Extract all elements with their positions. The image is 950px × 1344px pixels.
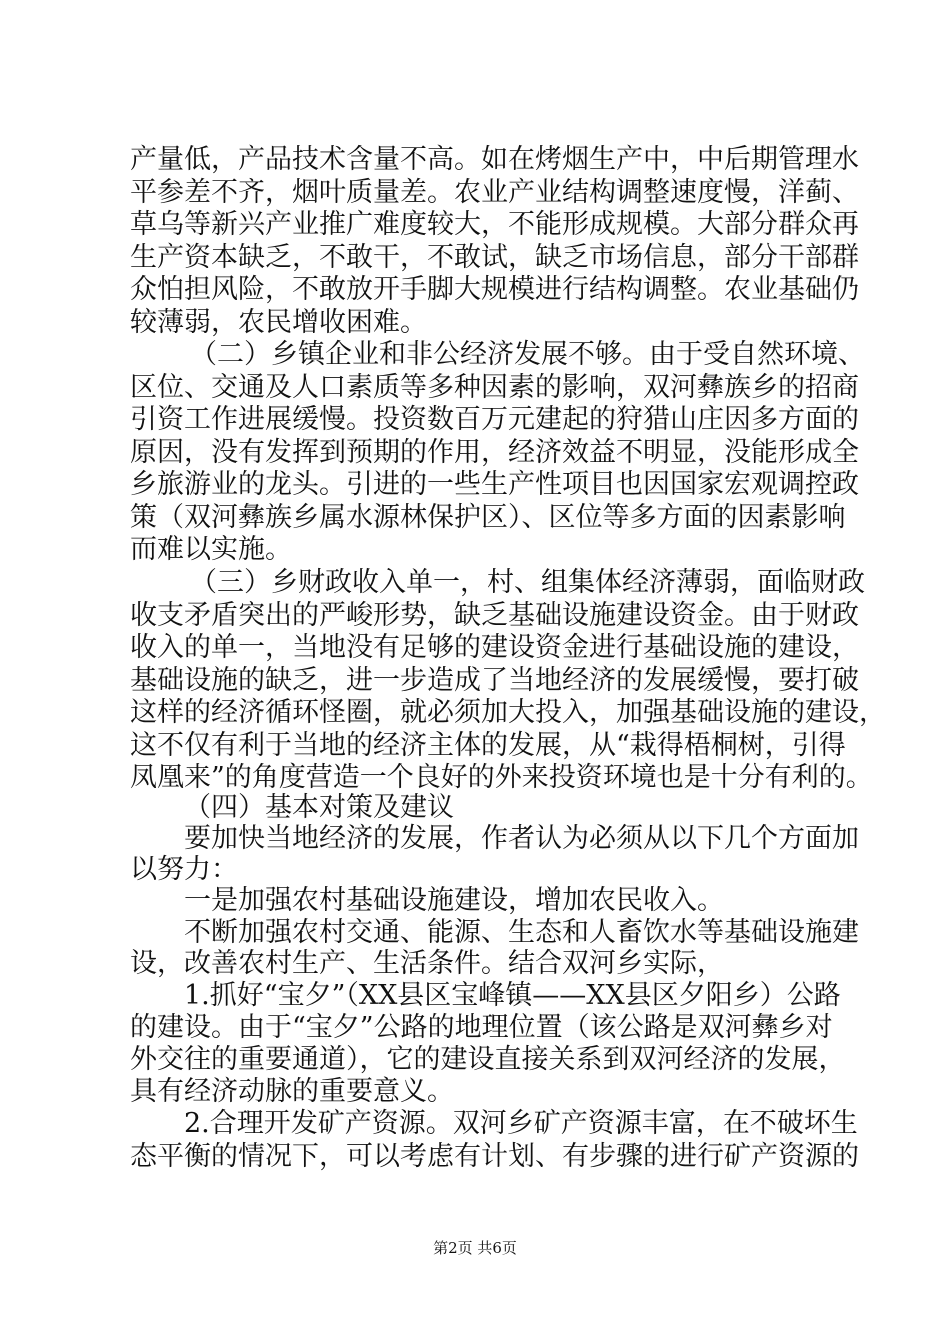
text-line: （三）乡财政收入单一，村、组集体经济薄弱，面临财政 (190, 566, 865, 598)
text-line: （二）乡镇企业和非公经济发展不够。由于受自然环境、 (190, 339, 865, 371)
text-line: 态平衡的情况下，可以考虑有计划、有步骤的进行矿产资源的 (130, 1141, 859, 1172)
text-line: 1.抓好“宝夕”（XX县区宝峰镇——XX县区夕阳乡）公路 (184, 979, 841, 1011)
text-line: 2.合理开发矿产资源。双河乡矿产资源丰富，在不破坏生 (184, 1108, 858, 1140)
text-line: 草乌等新兴产业推广难度较大，不能形成规模。大部分群众再 (130, 209, 859, 241)
text-line: 生产资本缺乏，不敢干，不敢试，缺乏市场信息，部分干部群 (130, 241, 859, 273)
text-line: 区位、交通及人口素质等多种因素的影响，双河彝族乡的招商 (130, 371, 859, 403)
text-line: 原因，没有发挥到预期的作用，经济效益不明显，没能形成全 (130, 436, 859, 468)
page-footer: 第2页 共6页 (433, 1239, 517, 1257)
text-line: 凤凰来”的角度营造一个良好的外来投资环境也是十分有利的。 (130, 762, 873, 794)
text-line: （四）基本对策及建议 (184, 792, 454, 824)
text-line: 策（双河彝族乡属水源林保护区）、区位等多方面的因素影响 (130, 501, 846, 533)
text-line: 乡旅游业的龙头。引进的一些生产性项目也因国家宏观调控政 (130, 469, 859, 501)
text-line: 这样的经济循环怪圈，就必须加大投入，加强基础设施的建设， (130, 697, 886, 729)
text-line: 产量低，产品技术含量不高。如在烤烟生产中，中后期管理水 (130, 144, 859, 175)
text-line: 不断加强农村交通、能源、生态和人畜饮水等基础设施建 (184, 917, 859, 949)
text-line: 平参差不齐，烟叶质量差。农业产业结构调整速度慢，洋蓟、 (130, 176, 859, 208)
text-line: 收支矛盾突出的严峻形势，缺乏基础设施建设资金。由于财政 (130, 599, 859, 631)
text-line: 引资工作进展缓慢。投资数百万元建起的狩猎山庄因多方面的 (130, 404, 859, 436)
text-line: 这不仅有利于当地的经济主体的发展，从“栽得梧桐树，引得 (130, 729, 846, 761)
text-line: 基础设施的缺乏，进一步造成了当地经济的发展缓慢，要打破 (130, 664, 859, 696)
text-line: 设，改善农村生产、生活条件。结合双河乡实际， (130, 948, 724, 980)
text-line: 较薄弱，农民增收困难。 (130, 306, 427, 338)
text-line: 要加快当地经济的发展，作者认为必须从以下几个方面加 (184, 823, 859, 855)
text-line: 收入的单一，当地没有足够的建设资金进行基础设施的建设， (130, 632, 859, 664)
text-line: 众怕担风险，不敢放开手脚大规模进行结构调整。农业基础仍 (130, 274, 859, 306)
text-line: 以努力： (130, 853, 238, 885)
text-line: 外交往的重要通道），它的建设直接关系到双河经济的发展， (130, 1044, 846, 1076)
text-line: 一是加强农村基础设施建设，增加农民收入。 (184, 884, 724, 916)
text-line: 而难以实施。 (130, 534, 292, 566)
text-line: 的建设。由于“宝夕”公路的地理位置（该公路是双河彝乡对 (130, 1011, 833, 1043)
text-line: 具有经济动脉的重要意义。 (130, 1075, 454, 1107)
